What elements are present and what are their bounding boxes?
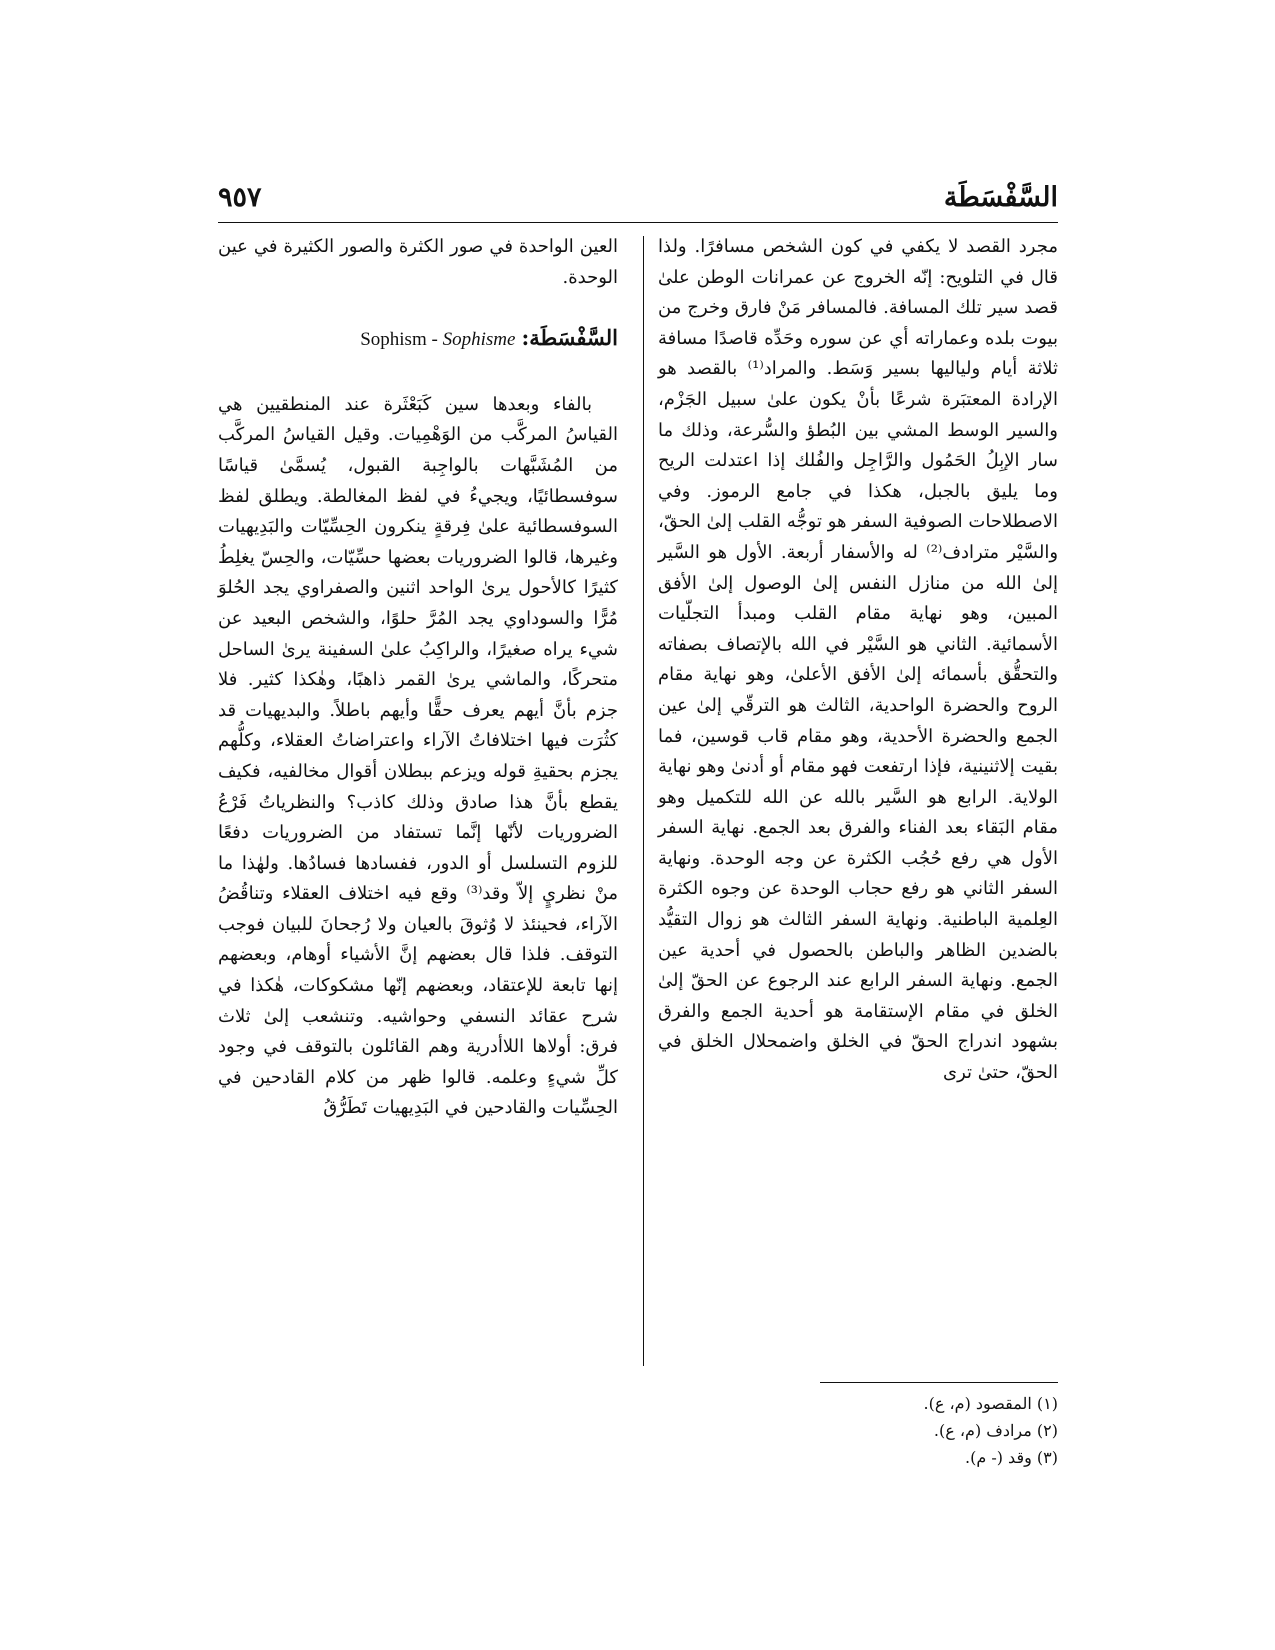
entry-heading [218,323,618,356]
running-title: السَّفْسَطَة [943,182,1058,213]
page-number: ٩٥٧ [218,182,262,213]
left-column [218,232,618,1124]
right-column [658,232,1058,1089]
header-rule [218,222,1058,223]
footnotes [658,1390,1058,1471]
entry-term-french: Sophisme [442,329,516,351]
entry-term-english: Sophism [360,329,427,351]
running-header [218,178,1058,218]
entry-term-arabic: السَّفْسَطَة: [521,325,618,351]
footnote-1: (١) المقصود (م، ع). [923,1394,1058,1413]
left-column-intro: العين الواحدة في صور الكثرة والصور الكثيرة في عين الوحدة. [218,236,618,288]
column-divider [643,236,644,1366]
footnote-3: (٣) وقد (- م). [965,1448,1058,1467]
footnote-rule [820,1382,1058,1383]
entry-body: بالفاء وبعدها سين كَبَعْثَرة عند المنطقيين هي القياسُ المركَّب من الوَهْمِيات. وقيل القياسُ المركَّب من المُشَبَّهات بالواجِبة القبول، يُسمَّىٰ قياسًا سوفسطائيًا، ويجيءُ في لفظ المغالطة. ويطلق لفظ السوفسطائية علىٰ فِرقةٍ ينكرون الحِسِّيّات والبَدِيهيات وغيرها، قالوا الضروريات بعضها حسِّيّات، والحِسّ يغلِطُ كثيرًا كالأحول يرىٰ الواحد اثنين والصفراوي يجد الحُلوَ مُرًّا والسوداوي يجد المُرَّ حلوًا، والشخص البعيد عن شيء يراه صغيرًا، والراكِبُ علىٰ السفينة يرىٰ الساحل متحركًا، والماشي يرىٰ القمر ذاهبًا، وهٰكذا كثير. فلا جزم بأنَّ أيهم يعرف حقًّا وأيهم باطلاً. والبديهيات قد كثُرَت فيها اختلافاتُ الآراء واعتراضاتُ العقلاء، وكلُّهم يجزم بحقيةِ قوله ويزعم ببطلان أقوال مخالفيه، فكيف يقطع بأنَّ هذا صادق وذلك كاذب؟ والنظرياتُ فَرْعُ الضروريات لأنّها إنَّما تستفاد من الضروريات دفعًا للزوم التسلسل أو الدور، ففسادها فسادُها. ولهٰذا ما منْ نظريٍ إلاّ وقد⁽³⁾ وقع فيه اختلاف العقلاء وتناقُضُ الآراء، فحينئذ لا وُثوقَ بالعيان ولا رُجحانَ للبيان فوجب التوقف. فلذا قال بعضهم إنَّ الأشياء أوهام، وبعضهم إنها تابعة للإعتقاد، وبعضهم إنّها مشكوكات، هٰكذا في شرح عقائد النسفي وحواشيه. وتنشعب إلىٰ ثلاث فرق: أولاها اللاأدرية وهم القائلون بالتوقف في وجود كلِّ شيءٍ وعلمه. قالوا ظهر من كلام القادحين في الحِسِّيات والقادحين في البَدِيهيات تَطَرُّقُ [218,393,619,1119]
entry-term-separator: - [426,329,443,351]
entry-term-latin [360,329,515,350]
right-column-paragraph: مجرد القصد لا يكفي في كون الشخص مسافرًا. ولذا قال في التلويح: إنّه الخروج عن عمرانات الوطن علىٰ قصد سير تلك المسافة. فالمسافر مَنْ فارق وخرج من بيوت بلده وعماراته أي عن سوره وحَدِّه قاصدًا مسافة ثلاثة أيام ولياليها بسير وَسَط. والمراد⁽¹⁾ بالقصد هو الإرادة المعتبَرة شرعًا بأنْ يكون علىٰ سبيل الجَزْم، والسير الوسط المشي بين البُطؤ والسُّرعة، وذلك ما سار الإبِلُ الحَمُول والرَّاجِل والفُلك إذا اعتدلت الريح وما يليق بالجبل، هكذا في جامع الرموز. وفي الاصطلاحات الصوفية السفر هو توجُّه القلب إلىٰ الحقّ، والسَّيْر مترادف⁽²⁾ له والأسفار أربعة. الأول هو السَّير إلىٰ الله من منازل النفس إلىٰ الوصول إلىٰ الأفق المبين، وهو نهاية مقام القلب ومبدأ التجلّيات الأسمائية. الثاني هو السَّيْر في الله بالإتصاف بصفاته والتحقُّق بأسمائه إلىٰ الأفق الأعلىٰ، وهو نهاية مقام الروح والحضرة الواحدية، الثالث هو الترقّي إلىٰ عين الجمع والحضرة الأحدية، وهو مقام قاب قوسين، فما بقيت إلاثنينية، فإذا ارتفعت فهو مقام أو أدنىٰ وهو نهاية الولاية. الرابع هو السَّير بالله عن الله للتكميل وهو مقام البَقاء بعد الفناء والفرق بعد الجمع. نهاية السفر الأول هي رفع حُجُب الكثرة عن وجه الوحدة. ونهاية السفر الثاني هو رفع حجاب الوحدة عن وجوه الكثرة العِلمية الباطنية. ونهاية السفر الثالث هو زوال التقيُّد بالضدين الظاهر والباطن بالحصول في أحدية عين الجمع. ونهاية السفر الرابع عند الرجوع عن الحقّ إلىٰ الخلق في مقام الإستقامة هو أحدية الجمع والفرق بشهود اندراج الحقّ في الخلق واضمحلال الخلق في الحقّ، حتىٰ ترى [658,236,1059,1084]
footnote-2: (٢) مرادف (م، ع). [933,1421,1058,1440]
